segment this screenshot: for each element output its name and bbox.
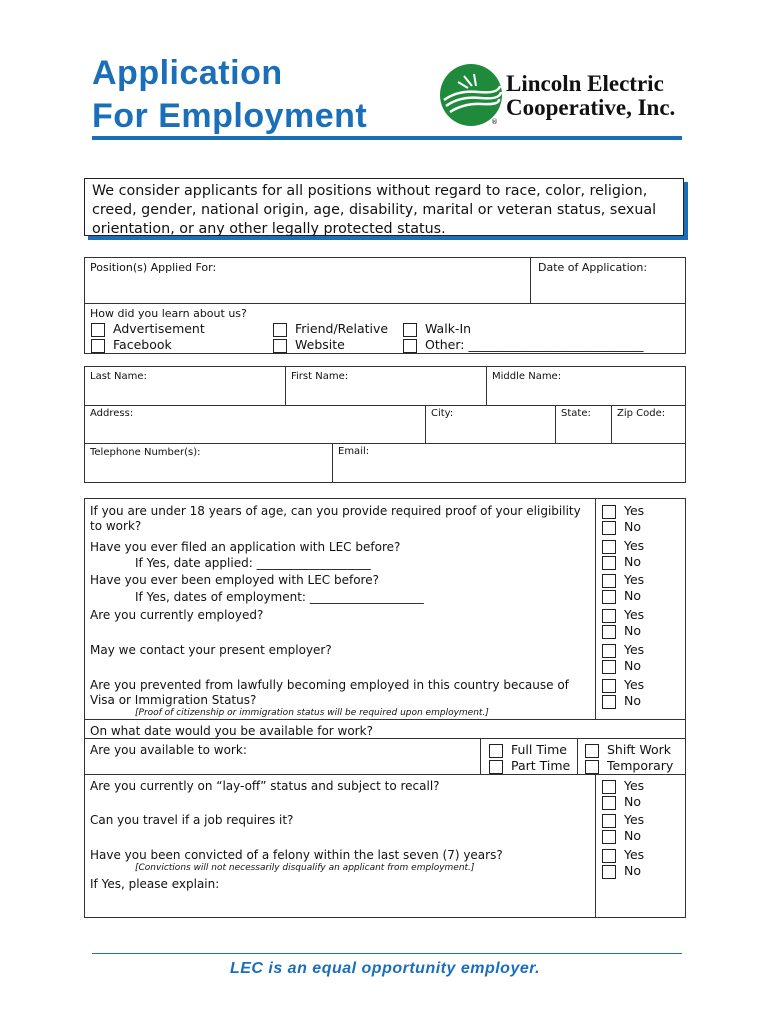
website-option[interactable]: Website: [273, 337, 345, 353]
city-label: City:: [431, 408, 454, 419]
option-label: No: [624, 794, 641, 809]
question-layoff-status: Are you currently on “lay-off” status and subject to recall?: [90, 779, 440, 793]
yes-option[interactable]: [602, 572, 644, 588]
part-time-option[interactable]: Part Time: [489, 758, 570, 774]
checkbox[interactable]: [91, 323, 105, 337]
footer-eoe-statement: LEC is an equal opportunity employer.: [229, 960, 541, 977]
email-field[interactable]: [336, 462, 682, 479]
checkbox[interactable]: [489, 760, 503, 774]
telephone-field[interactable]: [88, 462, 328, 479]
yes-no-visa-status: [602, 677, 644, 709]
facebook-option[interactable]: Facebook: [91, 337, 172, 353]
visa-status-note: [Proof of citizenship or immigration status will be required upon employment.]: [135, 708, 489, 718]
option-label: Yes: [624, 572, 645, 587]
checkbox[interactable]: [403, 339, 417, 353]
last-name-field[interactable]: [88, 386, 281, 402]
positions-label: Position(s) Applied For:: [90, 261, 217, 274]
header-rule: [92, 136, 682, 140]
checkbox[interactable]: [91, 339, 105, 353]
yes-no-currently-employed: [602, 607, 644, 639]
shift-work-option[interactable]: Shift Work: [585, 742, 671, 758]
option-label: Yes: [624, 812, 645, 827]
question-underage-proof: If you are under 18 years of age, can you provide required proof of your eligibility to work?: [90, 504, 581, 533]
learn-about-us-label: How did you learn about us?: [90, 307, 247, 320]
zip-code-label: Zip Code:: [617, 408, 666, 419]
yes-option[interactable]: [602, 642, 644, 658]
address-label: Address:: [90, 408, 134, 419]
no-option[interactable]: [602, 623, 644, 639]
first-name-label: First Name:: [291, 371, 349, 382]
yes-no-contact-employer: [602, 642, 644, 674]
prior-application-date[interactable]: If Yes, date applied: ___________________: [135, 556, 371, 570]
question-prior-employment: Have you ever been employed with LEC before?: [90, 573, 379, 587]
walk-in-option[interactable]: Walk-In: [403, 321, 471, 337]
felony-note: [Convictions will not necessarily disqualify an applicant from employment.]: [135, 863, 475, 873]
checkbox[interactable]: [602, 660, 616, 674]
checkbox[interactable]: [602, 625, 616, 639]
option-label: Yes: [624, 642, 645, 657]
checkbox[interactable]: [602, 830, 616, 844]
middle-name-field[interactable]: [490, 386, 682, 402]
company-name: Lincoln Electric Cooperative, Inc.: [506, 71, 676, 120]
no-option[interactable]: [602, 863, 644, 879]
no-option[interactable]: [602, 794, 644, 810]
checkbox[interactable]: [602, 609, 616, 623]
email-label: Email:: [338, 446, 370, 457]
checkbox[interactable]: [602, 521, 616, 535]
felony-explain-field[interactable]: [88, 893, 590, 915]
no-option[interactable]: [602, 519, 644, 535]
friend-relative-option[interactable]: Friend/Relative: [273, 321, 388, 337]
date-of-application-label: Date of Application:: [538, 261, 648, 274]
option-label: Yes: [624, 778, 645, 793]
option-label: No: [624, 828, 641, 843]
checkbox[interactable]: [602, 814, 616, 828]
equal-opportunity-notice: We consider applicants for all positions without regard to race, color, religion, creed, gender, national origin, age, disability, marital or veteran status, sexual orientation, or any other legally protected status.: [84, 178, 684, 236]
option-label: Yes: [624, 677, 645, 692]
option-label: No: [624, 863, 641, 878]
checkbox[interactable]: [602, 695, 616, 709]
yes-option[interactable]: [602, 607, 644, 623]
no-option[interactable]: [602, 554, 644, 570]
yes-option[interactable]: [602, 847, 644, 863]
other-option[interactable]: Other: ____________________________: [403, 337, 643, 353]
yes-option[interactable]: [602, 538, 644, 554]
yes-no-underage: [602, 503, 644, 535]
option-label: Yes: [624, 847, 645, 862]
page-title: Application For Employment: [92, 54, 368, 135]
question-travel: Can you travel if a job requires it?: [90, 813, 294, 827]
question-prior-application: Have you ever filed an application with LEC before?: [90, 540, 401, 554]
checkbox[interactable]: [602, 865, 616, 879]
checkbox[interactable]: [585, 744, 599, 758]
option-label: No: [624, 519, 641, 534]
yes-option[interactable]: [602, 677, 644, 693]
middle-name-label: Middle Name:: [492, 371, 562, 382]
option-label: Yes: [624, 503, 645, 518]
no-option[interactable]: [602, 588, 644, 604]
checkbox[interactable]: [602, 540, 616, 554]
prior-employment-dates[interactable]: If Yes, dates of employment: ___________________: [135, 590, 424, 604]
checkbox[interactable]: [602, 556, 616, 570]
temporary-option[interactable]: Temporary: [585, 758, 673, 774]
no-option[interactable]: [602, 693, 644, 709]
state-field[interactable]: [559, 423, 607, 439]
no-option[interactable]: [602, 828, 644, 844]
option-label: Yes: [624, 607, 645, 622]
yes-option[interactable]: [602, 503, 644, 519]
checkbox[interactable]: [602, 590, 616, 604]
checkbox[interactable]: [602, 505, 616, 519]
footer-rule: [92, 953, 682, 954]
state-label: State:: [561, 408, 591, 419]
no-option[interactable]: [602, 658, 644, 674]
positions-field[interactable]: [88, 279, 524, 299]
checkbox[interactable]: [585, 760, 599, 774]
option-label: No: [624, 658, 641, 673]
option-label: No: [624, 693, 641, 708]
option-label: Yes: [624, 538, 645, 553]
first-name-field[interactable]: [289, 386, 482, 402]
last-name-label: Last Name:: [90, 371, 147, 382]
yes-option[interactable]: [602, 778, 644, 794]
option-label: No: [624, 554, 641, 569]
question-felony: Have you been convicted of a felony within the last seven (7) years?: [90, 848, 503, 862]
checkbox[interactable]: [602, 849, 616, 863]
yes-no-prior-employment: [602, 572, 644, 604]
city-field[interactable]: [429, 423, 551, 439]
telephone-label: Telephone Number(s):: [90, 447, 201, 458]
question-currently-employed: Are you currently employed?: [90, 608, 264, 622]
checkbox[interactable]: [602, 679, 616, 693]
option-label: No: [624, 588, 641, 603]
address-field[interactable]: [88, 423, 421, 439]
felony-explain-label: If Yes, please explain:: [90, 877, 220, 891]
full-time-option[interactable]: Full Time: [489, 742, 567, 758]
question-availability-type: Are you available to work:: [90, 743, 247, 757]
checkbox[interactable]: [489, 744, 503, 758]
checkbox[interactable]: [602, 644, 616, 658]
zip-code-field[interactable]: [615, 423, 682, 439]
question-available-date[interactable]: On what date would you be available for work?: [90, 724, 373, 738]
checkbox[interactable]: [273, 339, 287, 353]
yes-no-travel: [602, 812, 644, 844]
yes-option[interactable]: [602, 812, 644, 828]
registered-mark-icon: ®: [491, 118, 498, 126]
checkbox[interactable]: [602, 574, 616, 588]
checkbox[interactable]: [602, 796, 616, 810]
yes-no-prior-application: [602, 538, 644, 570]
question-visa-status: Are you prevented from lawfully becoming employed in this country because of Visa or Immigration Status?: [90, 678, 569, 707]
yes-no-felony: [602, 847, 644, 879]
yes-no-layoff-status: [602, 778, 644, 810]
option-label: No: [624, 623, 641, 638]
advertisement-option[interactable]: Advertisement: [91, 321, 205, 337]
checkbox[interactable]: [273, 323, 287, 337]
checkbox[interactable]: [602, 780, 616, 794]
date-of-application-field[interactable]: [534, 279, 680, 299]
checkbox[interactable]: [403, 323, 417, 337]
question-contact-employer: May we contact your present employer?: [90, 643, 332, 657]
